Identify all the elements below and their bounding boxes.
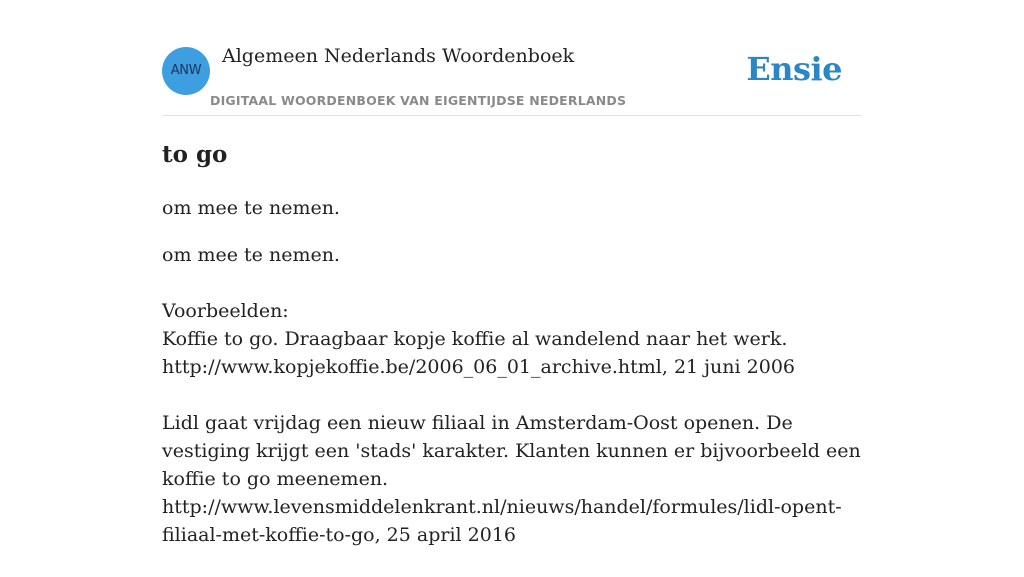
definition: om mee te nemen.	[162, 244, 340, 266]
example-item	[162, 325, 862, 381]
example-item	[162, 409, 862, 549]
site-header	[162, 0, 862, 116]
example-text: Koffie to go. Draagbaar kopje koffie al wandelend naar het werk.	[162, 328, 788, 350]
anw-logo[interactable]: ANW	[162, 47, 210, 95]
example-source-date: , 25 april 2016	[374, 524, 517, 546]
site-title[interactable]: Algemeen Nederlands Woordenboek	[222, 45, 575, 67]
example-source-link[interactable]: http://www.levensmiddelenkrant.nl/nieuws/handel/formules/lidl-opent-filiaal-met-koffie-to-go	[162, 496, 842, 546]
example-source-link[interactable]: http://www.kopjekoffie.be/2006_06_01_archive.html	[162, 356, 662, 378]
entry-content	[162, 140, 862, 577]
example-source-date: , 21 juni 2006	[661, 356, 796, 378]
ensie-brand-logo[interactable]: Ensie	[746, 50, 842, 88]
site-subtitle: DIGITAAL WOORDENBOEK VAN EIGENTIJDSE NEDERLANDS	[210, 93, 627, 108]
examples-label: Voorbeelden:	[162, 300, 289, 322]
entry-term: to go	[162, 141, 228, 168]
short-definition: om mee te nemen.	[162, 197, 340, 219]
example-text: Lidl gaat vrijdag een nieuw filiaal in Amsterdam-Oost openen. De vestiging krijgt een 'stads' karakter. Klanten kunnen er bijvoorbeeld een koffie to go meenemen.	[162, 412, 861, 490]
